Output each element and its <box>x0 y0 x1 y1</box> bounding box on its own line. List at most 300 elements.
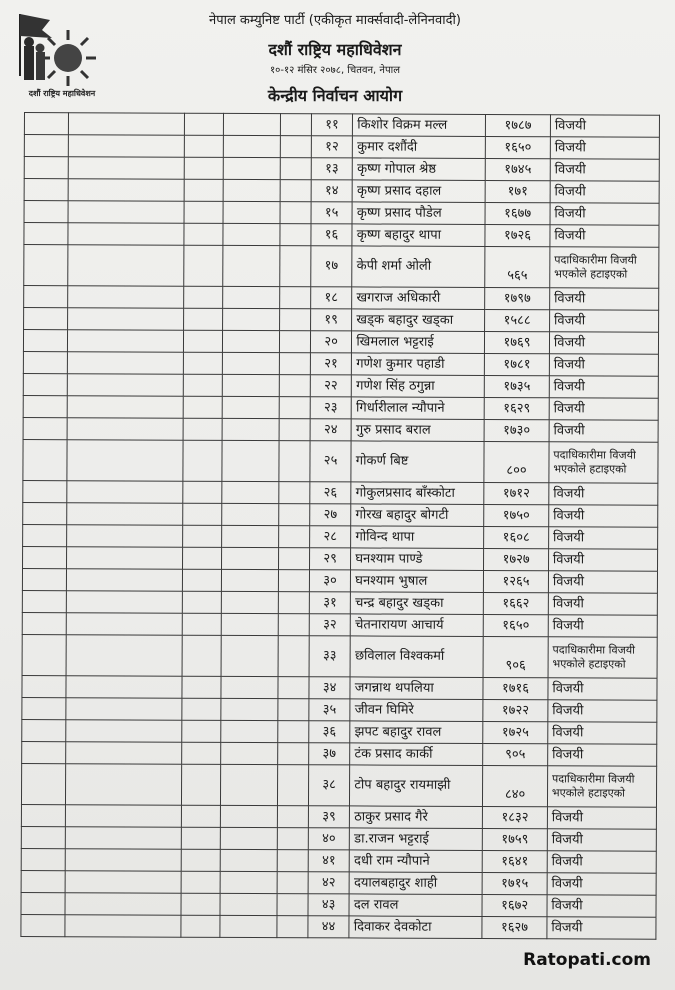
empty-cell <box>24 135 68 157</box>
table-row <box>21 848 656 873</box>
empty-cell <box>181 893 220 915</box>
empty-cell <box>280 158 311 180</box>
serial-number-cell: २० <box>310 331 352 353</box>
empty-cell <box>67 396 183 419</box>
table-row <box>24 245 659 289</box>
empty-cell <box>277 828 308 850</box>
candidate-name-cell: चेतनारायण आचार्य <box>351 614 484 637</box>
serial-number-cell: २३ <box>310 397 352 419</box>
empty-cell <box>67 440 183 482</box>
serial-number-cell: ३७ <box>309 743 351 765</box>
empty-cell <box>22 590 66 612</box>
vote-count-cell: १७५९ <box>483 829 548 851</box>
empty-cell <box>279 309 310 331</box>
empty-cell <box>277 872 308 894</box>
candidate-name-cell: जगन्नाथ थपलिया <box>350 677 483 700</box>
result-cell: पदाधिकारीमा विजयी भएकोले हटाइएको <box>548 637 657 678</box>
empty-cell <box>67 525 183 548</box>
table-row <box>21 914 656 939</box>
empty-cell <box>24 286 68 308</box>
result-cell: विजयी <box>548 722 657 744</box>
empty-cell <box>21 914 65 936</box>
result-cell: विजयी <box>547 807 656 829</box>
table-row <box>22 590 657 615</box>
empty-cell <box>68 286 184 309</box>
empty-cell <box>280 180 311 202</box>
table-row <box>23 546 658 571</box>
candidate-name-cell: कृष्ण प्रसाद पौडेल <box>352 202 485 225</box>
serial-number-cell: ३५ <box>309 699 351 721</box>
candidate-name-cell: कृष्ण बहादुर थापा <box>352 224 485 247</box>
empty-cell <box>221 591 278 613</box>
empty-cell <box>183 547 222 569</box>
result-cell: विजयी <box>549 310 658 332</box>
candidate-name-cell: दल रावल <box>349 894 482 917</box>
empty-cell <box>23 395 67 417</box>
empty-cell <box>279 246 310 287</box>
result-cell: विजयी <box>549 483 658 505</box>
empty-cell <box>181 871 220 893</box>
vote-count-cell: १७८१ <box>485 354 550 376</box>
empty-cell <box>67 418 183 441</box>
candidate-name-cell: घनश्याम पाण्डे <box>351 548 484 571</box>
table-row <box>24 286 659 311</box>
empty-cell <box>222 286 279 308</box>
empty-cell <box>181 827 220 849</box>
empty-cell <box>66 720 182 743</box>
result-cell: विजयी <box>547 829 656 851</box>
result-cell: विजयी <box>548 571 657 593</box>
candidate-name-cell: किशोर विक्रम मल्ल <box>353 114 486 137</box>
candidate-name-cell: खड्क बहादुर खड्का <box>352 309 485 332</box>
vote-count-cell: १५८८ <box>485 310 550 332</box>
empty-cell <box>68 223 184 246</box>
empty-cell <box>222 352 279 374</box>
result-cell: विजयी <box>550 115 659 137</box>
vote-count-cell: १६४१ <box>482 851 547 873</box>
empty-cell <box>184 308 223 330</box>
serial-number-cell: २६ <box>310 482 352 504</box>
empty-cell <box>21 848 65 870</box>
empty-cell <box>68 157 184 180</box>
vote-count-cell: १७६९ <box>485 332 550 354</box>
empty-cell <box>22 634 66 675</box>
empty-cell <box>23 524 67 546</box>
result-cell: विजयी <box>548 527 657 549</box>
empty-cell <box>68 135 184 158</box>
empty-cell <box>278 699 309 721</box>
candidate-name-cell: गणेश कुमार पहाडी <box>352 353 485 376</box>
empty-cell <box>68 201 184 224</box>
candidate-name-cell: ठाकुर प्रसाद गैरे <box>350 806 483 829</box>
empty-cell <box>68 308 184 331</box>
vote-count-cell: ८४० <box>483 766 548 807</box>
empty-cell <box>21 763 65 804</box>
empty-cell <box>278 570 309 592</box>
empty-cell <box>23 546 67 568</box>
empty-cell <box>220 764 277 805</box>
candidate-name-cell: डा.राजन भट्टराई <box>350 828 483 851</box>
vote-count-cell: १६०८ <box>484 527 549 549</box>
watermark: Ratopati.com <box>523 950 651 970</box>
event-title: दशौं राष्ट्रिय महाधिवेशन <box>268 40 402 59</box>
candidate-name-cell: टंक प्रसाद कार्की <box>350 743 483 766</box>
serial-number-cell: ४२ <box>308 872 350 894</box>
empty-cell <box>66 569 182 592</box>
table-row <box>23 439 658 483</box>
serial-number-cell: २१ <box>310 353 352 375</box>
table-row <box>21 763 656 807</box>
empty-cell <box>220 849 277 871</box>
serial-number-cell: २७ <box>310 504 352 526</box>
empty-cell <box>24 308 68 330</box>
result-cell: विजयी <box>549 376 658 398</box>
empty-cell <box>184 223 223 245</box>
event-date-place: १०-१२ मंसिर २०७८, चितवन, नेपाल <box>269 65 401 76</box>
table-row <box>23 373 658 398</box>
result-cell: विजयी <box>550 288 659 310</box>
empty-cell <box>279 353 310 375</box>
candidate-name-cell: गोकुलप्रसाद बाँस्कोटा <box>351 482 484 505</box>
candidate-name-cell: दयालबहादुर शाही <box>349 872 482 895</box>
empty-cell <box>221 569 278 591</box>
empty-cell <box>223 223 280 245</box>
empty-cell <box>220 871 277 893</box>
empty-cell <box>184 179 223 201</box>
table-row <box>24 157 659 182</box>
party-name: नेपाल कम्युनिष्ट पार्टी (एकीकृत मार्क्सवादी-लेनिनवादी) <box>209 13 461 28</box>
vote-count-cell: १७३० <box>484 420 549 442</box>
table-row <box>22 568 657 593</box>
empty-cell <box>279 287 310 309</box>
result-cell: विजयी <box>549 332 658 354</box>
empty-cell <box>277 743 308 765</box>
empty-cell <box>22 568 66 590</box>
empty-cell <box>222 481 279 503</box>
empty-cell <box>23 502 67 524</box>
vote-count-cell: १७२६ <box>485 225 550 247</box>
candidate-name-cell: गिर्धारीलाल न्यौपाने <box>351 397 484 420</box>
serial-number-cell: २२ <box>310 375 352 397</box>
empty-cell <box>278 721 309 743</box>
empty-cell <box>277 850 308 872</box>
result-cell: विजयी <box>550 181 659 203</box>
result-cell: विजयी <box>549 354 658 376</box>
result-cell: पदाधिकारीमा विजयी भएकोले हटाइएको <box>547 766 656 807</box>
table-row <box>24 113 659 138</box>
table-row <box>24 308 659 333</box>
empty-cell <box>184 157 223 179</box>
empty-cell <box>279 375 310 397</box>
empty-cell <box>182 698 221 720</box>
empty-cell <box>184 201 223 223</box>
empty-cell <box>223 157 280 179</box>
empty-cell <box>66 635 182 677</box>
table-row <box>24 179 659 204</box>
serial-number-cell: १८ <box>311 287 353 309</box>
empty-cell <box>67 352 183 375</box>
result-cell: विजयी <box>550 159 659 181</box>
empty-cell <box>65 805 181 828</box>
empty-cell <box>278 614 309 636</box>
empty-cell <box>24 223 68 245</box>
empty-cell <box>183 481 222 503</box>
empty-cell <box>22 741 66 763</box>
table-row <box>22 697 657 722</box>
empty-cell <box>222 440 279 481</box>
serial-number-cell: ३१ <box>309 592 351 614</box>
empty-cell <box>65 893 181 916</box>
serial-number-cell: १३ <box>311 158 353 180</box>
result-cell: विजयी <box>548 744 657 766</box>
empty-cell <box>67 374 183 397</box>
serial-number-cell: ३४ <box>309 677 351 699</box>
logo-caption: दशौं राष्ट्रिय महाधिवेशन <box>28 89 96 98</box>
empty-cell <box>277 894 308 916</box>
empty-cell <box>183 503 222 525</box>
empty-cell <box>68 179 184 202</box>
vote-count-cell: १७४५ <box>485 159 550 181</box>
empty-cell <box>182 676 221 698</box>
empty-cell <box>68 113 184 136</box>
result-cell: विजयी <box>547 851 656 873</box>
vote-count-cell: १६६२ <box>484 593 549 615</box>
table-row <box>24 201 659 226</box>
vote-count-cell: १६५० <box>483 615 548 637</box>
empty-cell <box>23 330 67 352</box>
serial-number-cell: २८ <box>310 526 352 548</box>
table-row <box>23 524 658 549</box>
result-cell: विजयी <box>547 895 656 917</box>
results-table-body <box>21 113 660 940</box>
empty-cell <box>68 330 184 353</box>
vote-count-cell: १७१५ <box>482 873 547 895</box>
empty-cell <box>220 827 277 849</box>
vote-count-cell: १७९७ <box>485 288 550 310</box>
vote-count-cell: १७२५ <box>483 722 548 744</box>
result-cell: विजयी <box>547 873 656 895</box>
serial-number-cell: ११ <box>311 114 353 136</box>
table-row <box>21 870 656 895</box>
empty-cell <box>181 915 220 937</box>
serial-number-cell: ३३ <box>309 636 351 677</box>
table-row <box>22 741 657 766</box>
table-row <box>21 826 656 851</box>
serial-number-cell: १९ <box>310 309 352 331</box>
result-cell: विजयी <box>548 549 657 571</box>
results-table <box>20 112 660 940</box>
table-row <box>21 804 656 829</box>
empty-cell <box>278 592 309 614</box>
serial-number-cell: १४ <box>311 180 353 202</box>
candidate-name-cell: खिमलाल भट्टराई <box>352 331 485 354</box>
empty-cell <box>280 202 311 224</box>
vote-count-cell: १६२७ <box>482 917 547 939</box>
empty-cell <box>280 136 311 158</box>
empty-cell <box>221 547 278 569</box>
vote-count-cell: १७३५ <box>485 376 550 398</box>
empty-cell <box>21 804 65 826</box>
empty-cell <box>21 870 65 892</box>
table-row <box>22 634 657 678</box>
table-row <box>23 351 658 376</box>
candidate-name-cell: छविलाल विश्वकर्मा <box>350 636 483 678</box>
candidate-name-cell: गुरु प्रसाद बराल <box>351 419 484 442</box>
empty-cell <box>278 504 309 526</box>
serial-number-cell: ३९ <box>308 806 350 828</box>
empty-cell <box>183 591 222 613</box>
table-row <box>23 502 658 527</box>
vote-count-cell: ८०० <box>484 442 549 483</box>
vote-count-cell: १७१२ <box>484 483 549 505</box>
vote-count-cell: १६७७ <box>485 203 550 225</box>
vote-count-cell: १७२२ <box>483 700 548 722</box>
table-row <box>22 675 657 700</box>
empty-cell <box>279 331 310 353</box>
empty-cell <box>183 418 222 440</box>
candidate-name-cell: गोरख बहादुर बोगटी <box>351 504 484 527</box>
empty-cell <box>184 135 223 157</box>
result-cell: विजयी <box>550 225 659 247</box>
empty-cell <box>66 613 182 636</box>
table-row <box>24 135 659 160</box>
candidate-name-cell: खगराज अधिकारी <box>352 287 485 310</box>
empty-cell <box>183 525 222 547</box>
empty-cell <box>278 636 309 677</box>
empty-cell <box>222 418 279 440</box>
vote-count-cell: १७१ <box>485 181 550 203</box>
empty-cell <box>222 308 279 330</box>
empty-cell <box>221 676 278 698</box>
empty-cell <box>182 764 221 805</box>
result-cell: विजयी <box>550 137 659 159</box>
vote-count-cell: १७१६ <box>483 678 548 700</box>
empty-cell <box>66 676 182 699</box>
vote-count-cell: १७२७ <box>484 549 549 571</box>
empty-cell <box>67 547 183 570</box>
result-cell: विजयी <box>550 203 659 225</box>
empty-cell <box>221 698 278 720</box>
serial-number-cell: २९ <box>309 548 351 570</box>
empty-cell <box>65 915 181 938</box>
empty-cell <box>277 765 308 806</box>
empty-cell <box>183 440 222 481</box>
vote-count-cell: १६७२ <box>482 895 547 917</box>
empty-cell <box>221 635 278 676</box>
empty-cell <box>182 805 221 827</box>
candidate-name-cell: कुमार दशौंदी <box>353 136 486 159</box>
empty-cell <box>66 742 182 765</box>
serial-number-cell: १७ <box>311 246 353 287</box>
table-row <box>23 417 658 442</box>
empty-cell <box>23 351 67 373</box>
empty-cell <box>23 373 67 395</box>
empty-cell <box>183 569 222 591</box>
empty-cell <box>65 827 181 850</box>
vote-count-cell: १६२९ <box>484 398 549 420</box>
empty-cell <box>184 352 223 374</box>
empty-cell <box>66 764 182 806</box>
result-cell: पदाधिकारीमा विजयी भएकोले हटाइएको <box>550 247 659 288</box>
empty-cell <box>221 525 278 547</box>
result-cell: विजयी <box>548 678 657 700</box>
empty-cell <box>279 397 310 419</box>
serial-number-cell: २४ <box>310 419 352 441</box>
empty-cell <box>222 245 279 286</box>
empty-cell <box>185 113 224 135</box>
empty-cell <box>221 613 278 635</box>
vote-count-cell: ५६५ <box>485 247 550 288</box>
empty-cell <box>280 114 311 136</box>
vote-count-cell: ९०६ <box>483 637 548 678</box>
empty-cell <box>183 396 222 418</box>
empty-cell <box>279 441 310 482</box>
empty-cell <box>220 805 277 827</box>
vote-count-cell: १८३२ <box>483 807 548 829</box>
empty-cell <box>22 697 66 719</box>
result-cell: विजयी <box>549 505 658 527</box>
vote-count-cell: १६५० <box>486 137 551 159</box>
empty-cell <box>22 612 66 634</box>
serial-number-cell: ४४ <box>308 916 350 938</box>
candidate-name-cell: दधी राम न्यौपाने <box>350 850 483 873</box>
empty-cell <box>223 201 280 223</box>
empty-cell <box>184 286 223 308</box>
empty-cell <box>23 480 67 502</box>
empty-cell <box>21 826 65 848</box>
empty-cell <box>220 720 277 742</box>
result-cell: विजयी <box>547 917 656 939</box>
candidate-name-cell: गणेश सिंह ठगुन्ना <box>352 375 485 398</box>
empty-cell <box>279 419 310 441</box>
serial-number-cell: ४३ <box>308 894 350 916</box>
candidate-name-cell: दिवाकर देवकोटा <box>349 916 482 939</box>
candidate-name-cell: केपी शर्मा ओली <box>352 246 485 288</box>
empty-cell <box>24 179 68 201</box>
empty-cell <box>22 675 66 697</box>
empty-cell <box>23 417 67 439</box>
candidate-name-cell: कृष्ण प्रसाद दहाल <box>352 180 485 203</box>
candidate-name-cell: चन्द्र बहादुर खड्का <box>351 592 484 615</box>
empty-cell <box>279 482 310 504</box>
empty-cell <box>24 113 68 135</box>
empty-cell <box>278 526 309 548</box>
empty-cell <box>278 548 309 570</box>
empty-cell <box>182 635 221 676</box>
empty-cell <box>184 245 223 286</box>
empty-cell <box>181 849 220 871</box>
empty-cell <box>220 742 277 764</box>
candidate-name-cell: जीवन घिमिरे <box>350 699 483 722</box>
empty-cell <box>24 201 68 223</box>
candidate-name-cell: झपट बहादुर रावल <box>350 721 483 744</box>
empty-cell <box>223 135 280 157</box>
candidate-name-cell: कृष्ण गोपाल श्रेष्ठ <box>353 158 486 181</box>
serial-number-cell: १६ <box>311 224 353 246</box>
empty-cell <box>22 719 66 741</box>
table-row <box>21 892 656 917</box>
vote-count-cell: १७५० <box>484 505 549 527</box>
empty-cell <box>221 503 278 525</box>
serial-number-cell: ३० <box>309 570 351 592</box>
vote-count-cell: १२६५ <box>484 571 549 593</box>
empty-cell <box>222 330 279 352</box>
table-row <box>22 612 657 637</box>
vote-count-cell: १७८७ <box>486 115 551 137</box>
table-row <box>23 395 658 420</box>
empty-cell <box>182 613 221 635</box>
empty-cell <box>183 374 222 396</box>
